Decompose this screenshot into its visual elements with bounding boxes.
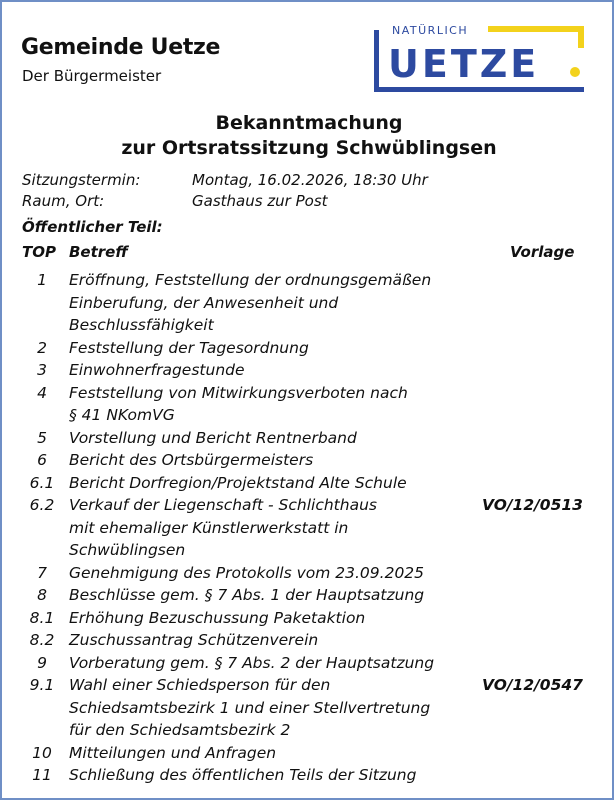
- meeting-date-label: Sitzungstermin:: [22, 171, 141, 189]
- logo-bracket-left: [374, 30, 379, 92]
- agenda-item-subject-line: Einwohnerfragestunde: [69, 361, 245, 379]
- agenda-item-subject-line: mit ehemaliger Künstlerwerkstatt in: [69, 518, 349, 537]
- agenda-item-subject-line: § 41 NKomVG: [69, 406, 175, 424]
- agenda-item-subject: [69, 584, 469, 607]
- agenda-item-subject-line: Erhöhung Bezuschussung Paketaktion: [69, 608, 366, 627]
- agenda-item: [2, 269, 614, 337]
- agenda-item-subject: [69, 382, 469, 427]
- agenda-item-number: 6.2: [29, 496, 55, 514]
- agenda-item-number: 2: [37, 338, 47, 357]
- agenda-item-subject: [69, 629, 469, 652]
- agenda-item-subject-line: Schließung des öffentlichen Teils der Sitzung: [69, 766, 417, 784]
- notice-subtitle: zur Ortsratssitzung Schwüblingsen: [121, 137, 497, 159]
- agenda-item: [2, 607, 614, 630]
- agenda-item-subject-line: Beschlussfähigkeit: [69, 316, 214, 334]
- logo-tagline: NATÜRLICH: [392, 24, 469, 37]
- agenda-list: [2, 269, 614, 787]
- agenda-item-number: 11: [32, 766, 52, 784]
- agenda-item-subject-line: Wahl einer Schiedsperson für den: [69, 676, 331, 694]
- agenda-item-number: 3: [37, 361, 47, 379]
- agenda-item-number: 4: [37, 383, 47, 402]
- agenda-item-reference: VO/12/0513: [482, 496, 583, 514]
- agenda-item-number: 6: [37, 451, 47, 469]
- agenda-item-reference: VO/12/0547: [482, 676, 583, 694]
- agenda-item-subject-line: Beschlüsse gem. § 7 Abs. 1 der Hauptsatzung: [69, 586, 425, 604]
- agenda-item-number: 8.2: [29, 631, 55, 649]
- agenda-item-subject: [69, 337, 469, 360]
- agenda-item: [2, 742, 614, 765]
- agenda-item-subject: [69, 359, 469, 382]
- agenda-item-subject: [69, 472, 469, 495]
- agenda-item-subject-line: Vorstellung und Bericht Rentnerband: [69, 428, 357, 447]
- agenda-item: [2, 652, 614, 675]
- agenda-item-subject-line: Bericht des Ortsbürgermeisters: [69, 451, 314, 469]
- logo-bracket-bottom: [374, 87, 584, 92]
- logo-dot: [570, 67, 580, 77]
- agenda-item-number: 1: [37, 271, 47, 289]
- agenda-item-number: 9.1: [29, 676, 55, 694]
- agenda-item-subject-line: Zuschussantrag Schützenverein: [69, 631, 319, 649]
- agenda-item-subject: [69, 652, 469, 675]
- agenda-item-subject: [69, 764, 469, 787]
- agenda-item: [2, 337, 614, 360]
- agenda-item: [2, 382, 614, 427]
- agenda-item: [2, 764, 614, 787]
- agenda-item: [2, 674, 614, 742]
- agenda-item-subject: [69, 674, 469, 742]
- agenda-item-subject-line: Mitteilungen und Anfragen: [69, 743, 277, 762]
- agenda-item-subject: [69, 449, 469, 472]
- agenda-item-subject: [69, 269, 469, 337]
- agenda-item-subject-line: Einberufung, der Anwesenheit und: [69, 293, 339, 312]
- agenda-item-number: 6.1: [29, 473, 55, 492]
- agenda-item: [2, 449, 614, 472]
- agenda-item-subject: [69, 742, 469, 765]
- agenda-item-number: 8.1: [29, 608, 55, 627]
- agenda-item: [2, 427, 614, 450]
- agenda-item-subject-line: Verkauf der Liegenschaft - Schlichthaus: [69, 496, 377, 514]
- agenda-item-subject-line: Genehmigung des Protokolls vom 23.09.2025: [69, 563, 425, 582]
- agenda-item-number: 7: [37, 563, 47, 582]
- agenda-item-subject-line: Schiedsamtsbezirk 1 und einer Stellvertretung: [69, 698, 431, 717]
- agenda-item: [2, 562, 614, 585]
- agenda-item-subject-line: Bericht Dorfregion/Projektstand Alte Schule: [69, 473, 407, 492]
- agenda-item-number: 5: [37, 428, 47, 447]
- public-section-heading: Öffentlicher Teil:: [22, 218, 163, 236]
- notice-title: Bekanntmachung: [215, 112, 403, 134]
- column-header-subject: Betreff: [69, 243, 128, 261]
- logo-wordmark: UETZE: [388, 42, 540, 86]
- agenda-item-subject-line: Schwüblingsen: [69, 541, 186, 559]
- mayor-label: Der Bürgermeister: [22, 67, 162, 85]
- uetze-logo: [374, 20, 588, 96]
- agenda-item-subject: [69, 607, 469, 630]
- agenda-item-number: 10: [32, 743, 52, 762]
- agenda-item-subject-line: Feststellung von Mitwirkungsverboten nach: [69, 383, 408, 402]
- municipality-name: Gemeinde Uetze: [21, 35, 221, 60]
- agenda-item-subject-line: für den Schiedsamtsbezirk 2: [69, 721, 291, 739]
- agenda-item-subject: [69, 562, 469, 585]
- agenda-item: [2, 472, 614, 495]
- column-header-reference: Vorlage: [510, 243, 575, 261]
- meeting-date-value: Montag, 16.02.2026, 18:30 Uhr: [192, 171, 428, 189]
- meeting-place-label: Raum, Ort:: [22, 192, 105, 210]
- logo-accent-right: [578, 26, 584, 48]
- agenda-item-subject-line: Eröffnung, Feststellung der ordnungsgemäßen: [69, 271, 432, 289]
- agenda-item-subject: [69, 427, 469, 450]
- agenda-item: [2, 494, 614, 562]
- agenda-item-subject-line: Feststellung der Tagesordnung: [69, 338, 309, 357]
- agenda-item-subject-line: Vorberatung gem. § 7 Abs. 2 der Hauptsatzung: [69, 653, 435, 672]
- meeting-place-value: Gasthaus zur Post: [192, 192, 328, 210]
- agenda-item-number: 8: [37, 586, 47, 604]
- agenda-item-number: 9: [37, 653, 47, 672]
- agenda-item-subject: [69, 494, 469, 562]
- agenda-item: [2, 359, 614, 382]
- logo-accent-top: [488, 26, 584, 32]
- column-header-top: TOP: [22, 243, 56, 261]
- agenda-item: [2, 629, 614, 652]
- agenda-item: [2, 584, 614, 607]
